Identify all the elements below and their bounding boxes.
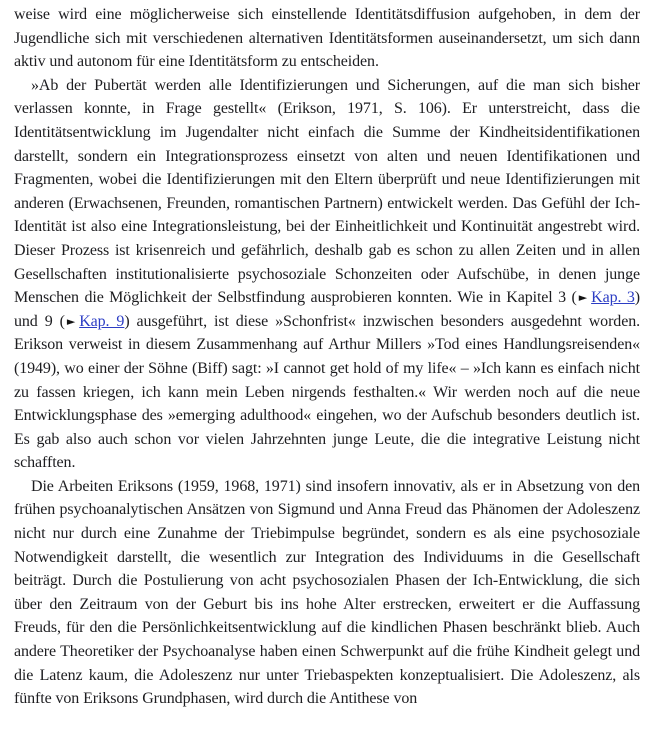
chapter-ref-triangle-icon: ► [66, 314, 76, 328]
paragraph-erikson-works [14, 475, 640, 711]
chapter-ref-triangle-icon: ► [578, 291, 588, 305]
paragraph-text: ) und 9 ( [14, 289, 640, 330]
paragraph-erikson-quote [14, 74, 640, 475]
paragraph-text: »Ab der Pubertät werden alle Identifizierungen und Sicherungen, auf die man sich bisher verlassen konnte, in Frage gestellt« (Erikson, 1971, S. 106). Er unterstreicht, dass die Identitätsentwicklung im Jugendalter nicht einfach die Summe der Kindheitsidentifikationen darstellt, sondern ein Integrationsprozess einsetzt von alten und neuen Identifikationen und Fragmenten, wobei die Identifizierungen mit den Eltern überprüft und neue Identifizierungen mit anderen (Erwachsenen, Freunden, romantischen Partnern) entwickelt werden. Das Gefühl der Ich-Identität ist also eine Integrationsleistung, bei der Einheitlichkeit und Kontinuität angestrebt wird. Dieser Prozess ist krisenreich und gefährlich, deshalb gab es schon zu allen Zeiten und in allen Gesellschaften institutionalisierte psychosoziale Schonzeiten oder Aufschübe, in denen junge Menschen die Möglichkeit der Selbstfindung ausprobieren konnten. Wie in Kapitel 3 ( [14, 76, 640, 307]
paragraph-text: ) ausgeführt, ist diese »Schonfrist« inzwischen besonders ausgedehnt worden. Erikson verweist in diesem Zusammenhang auf Arthur Millers »Tod eines Handlungsreisenden« (1949), wo einer der Söhne (Biff) sagt: »I cannot get hold of my life« – »Ich kann es einfach nicht zu fassen kriegen, ich kann mein Leben nirgends festhalten.« Wir werden noch auf die neue Entwicklungsphase des »emerging adulthood« eingehen, wo der Aufschub besonders deutlich ist. Es gab also auch schon vor vielen Jahrzehnten junge Leute, die die integrative Leistung nicht schafften. [14, 312, 640, 472]
paragraph-continuation [14, 3, 640, 74]
link-kap-9[interactable]: Kap. 9 [79, 312, 125, 330]
paragraph-text: Die Arbeiten Eriksons (1959, 1968, 1971) sind insofern innovativ, als er in Absetzung von den frühen psychoanalytischen Ansätzen von Sigmund und Anna Freud das Phänomen der Adoleszenz nicht nur durch eine Zunahme der Triebimpulse begründet, sondern es als eine psychosoziale Notwendigkeit darstellt, die wesentlich zur Integration des Individuums in die Gesellschaft beiträgt. Durch die Postulierung von acht psychosozialen Phasen der Ich-Entwicklung, die sich über den Zeitraum von der Geburt bis ins hohe Alter erstrecken, erweitert er die Auffassung Freuds, für den die Persönlichkeitsentwicklung auf die kindlichen Phasen beschränkt blieb. Auch andere Theoretiker der Psychoanalyse haben einen Schwerpunkt auf die frühe Kindheit gelegt und die Latenz kaum, die Adoleszenz nur unter Triebaspekten konzeptualisiert. Die Adoleszenz, als fünfte von Eriksons Grundphasen, wird durch die Antithese von [14, 477, 640, 708]
link-kap-3[interactable]: Kap. 3 [591, 289, 635, 307]
paragraph-text: weise wird eine möglicherweise sich einstellende Identitätsdiffusion aufgehoben, in dem der Jugendliche sich mit verschiedenen alternativen Identitätsformen auseinandersetzt, um sich dann aktiv und autonom für eine Identitätsform zu entscheiden. [14, 6, 640, 71]
